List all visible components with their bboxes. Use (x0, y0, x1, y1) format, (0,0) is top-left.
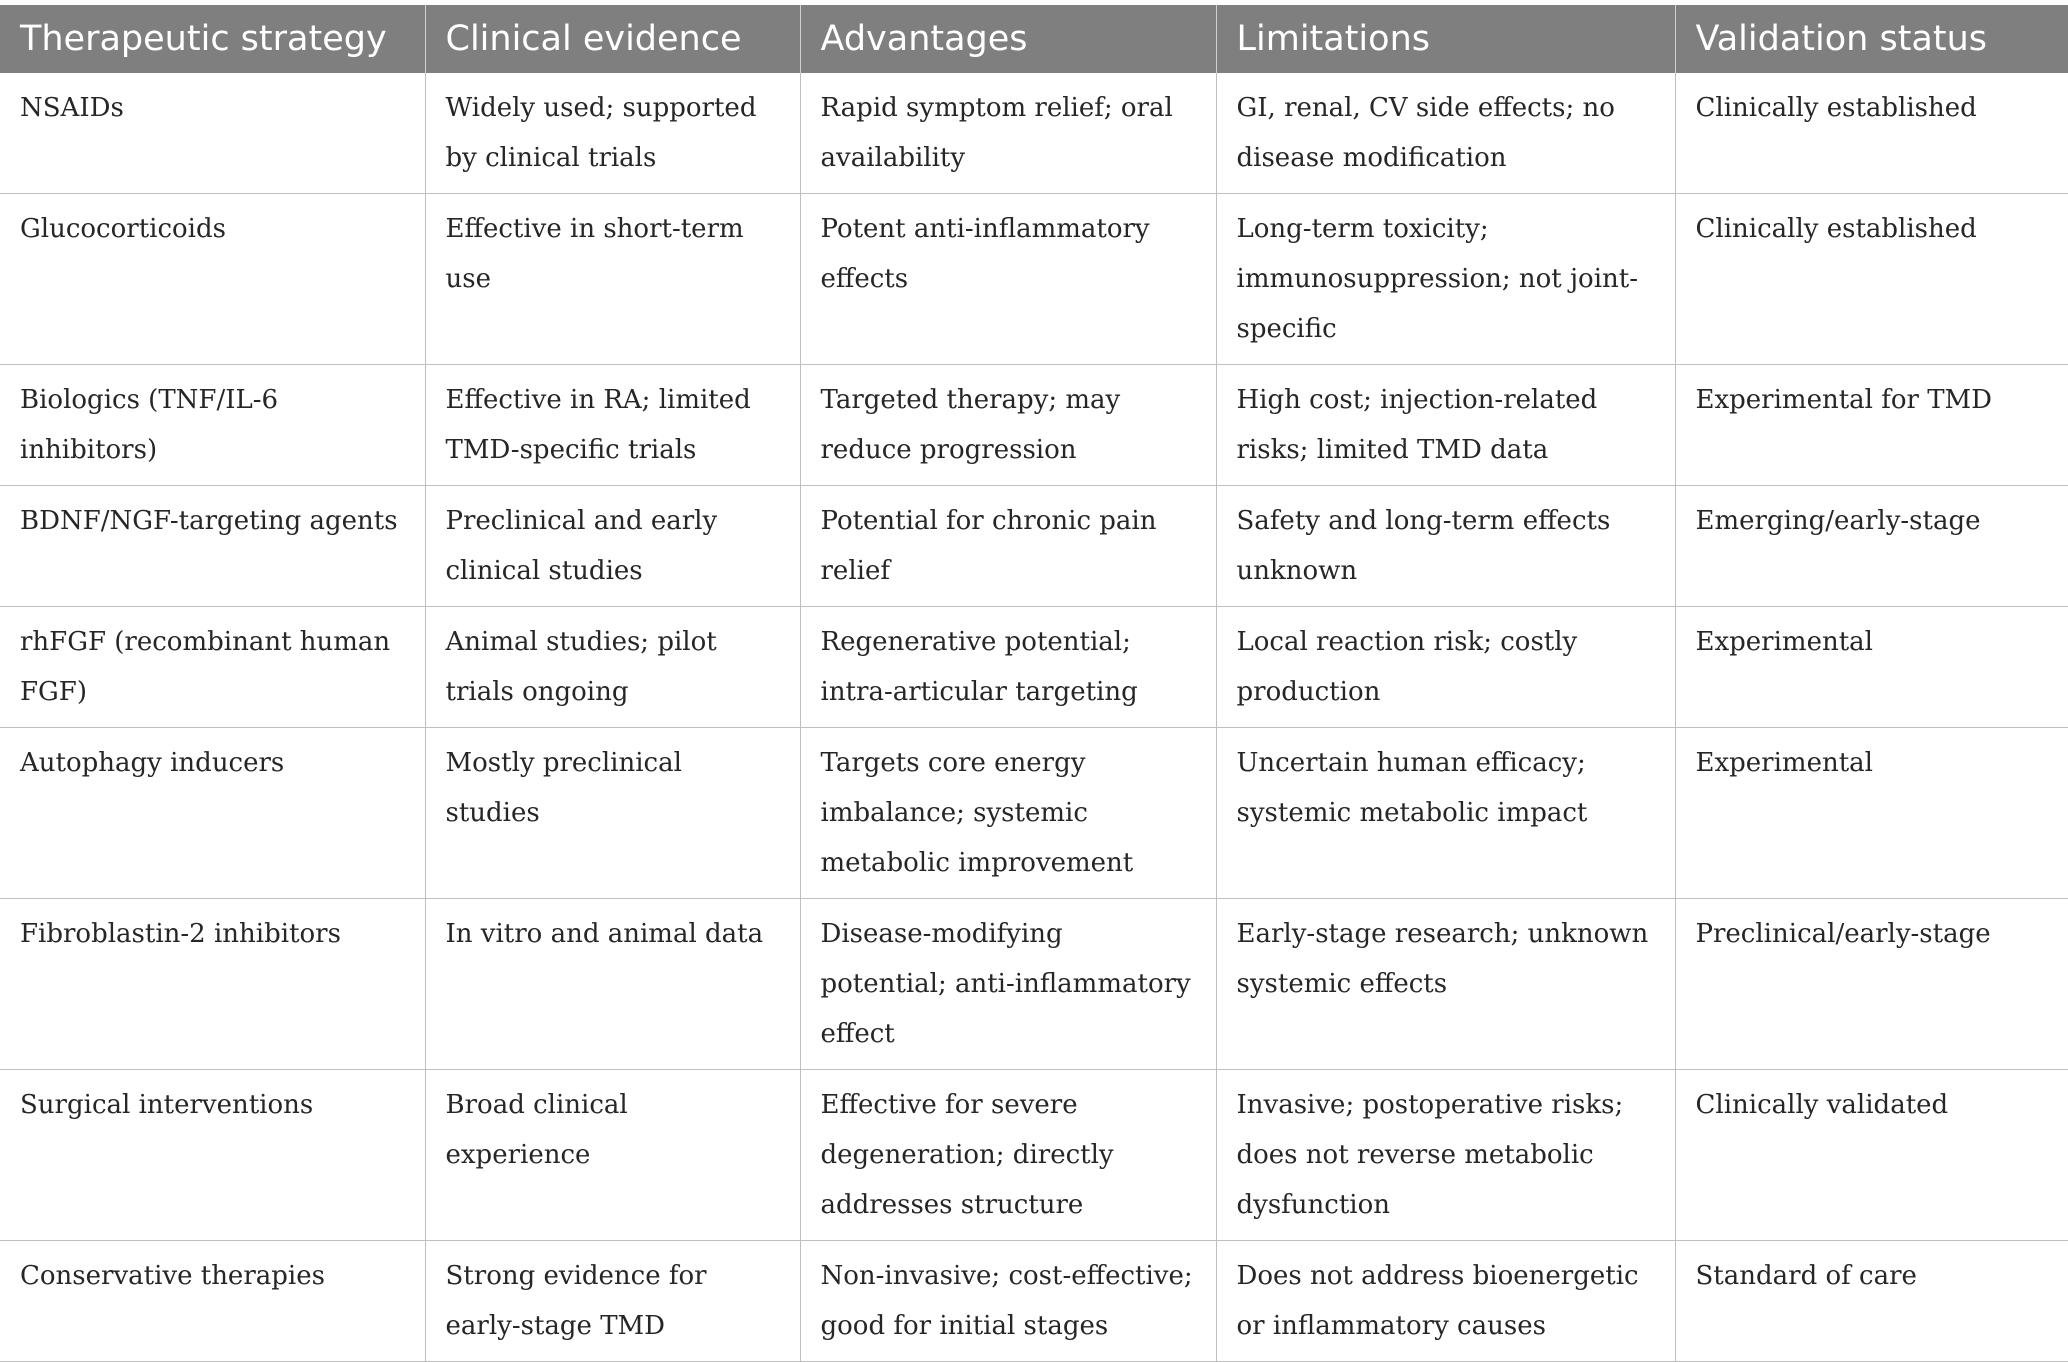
cell-limitations: Early-stage research; unknown systemic effects (1216, 899, 1675, 1070)
cell-evidence: Mostly preclinical studies (425, 728, 800, 899)
cell-strategy: Conservative therapies (0, 1241, 425, 1362)
cell-limitations: Local reaction risk; costly production (1216, 607, 1675, 728)
table-header (0, 5, 2068, 73)
cell-strategy: Biologics (TNF/IL-6 inhibitors) (0, 365, 425, 486)
cell-evidence: Widely used; supported by clinical trials (425, 73, 800, 194)
cell-limitations: Does not address bioenergetic or inflammatory causes (1216, 1241, 1675, 1362)
header-therapeutic-strategy: Therapeutic strategy (0, 5, 425, 73)
cell-advantages: Targets core energy imbalance; systemic metabolic improvement (800, 728, 1216, 899)
cell-evidence: Strong evidence for early-stage TMD (425, 1241, 800, 1362)
cell-advantages: Effective for severe degeneration; directly addresses structure (800, 1070, 1216, 1241)
cell-advantages: Regenerative potential; intra-articular targeting (800, 607, 1216, 728)
table-body (0, 73, 2068, 1362)
cell-advantages: Potential for chronic pain relief (800, 486, 1216, 607)
header-limitations: Limitations (1216, 5, 1675, 73)
cell-advantages: Potent anti-inflammatory effects (800, 194, 1216, 365)
header-validation-status: Validation status (1675, 5, 2068, 73)
therapeutic-strategies-table-container (0, 5, 2068, 1362)
table-row (0, 365, 2068, 486)
table-row (0, 73, 2068, 194)
cell-status: Experimental (1675, 728, 2068, 899)
cell-advantages: Disease-modifying potential; anti-inflammatory effect (800, 899, 1216, 1070)
header-row (0, 5, 2068, 73)
cell-advantages: Rapid symptom relief; oral availability (800, 73, 1216, 194)
table-row (0, 607, 2068, 728)
cell-strategy: BDNF/NGF-targeting agents (0, 486, 425, 607)
cell-evidence: Broad clinical experience (425, 1070, 800, 1241)
cell-limitations: GI, renal, CV side effects; no disease modification (1216, 73, 1675, 194)
cell-advantages: Non-invasive; cost-effective; good for initial stages (800, 1241, 1216, 1362)
cell-evidence: Effective in short-term use (425, 194, 800, 365)
cell-status: Emerging/early-stage (1675, 486, 2068, 607)
cell-strategy: Surgical interventions (0, 1070, 425, 1241)
cell-status: Clinically established (1675, 194, 2068, 365)
cell-evidence: Preclinical and early clinical studies (425, 486, 800, 607)
cell-limitations: Uncertain human efficacy; systemic metabolic impact (1216, 728, 1675, 899)
header-clinical-evidence: Clinical evidence (425, 5, 800, 73)
cell-status: Experimental for TMD (1675, 365, 2068, 486)
cell-status: Clinically validated (1675, 1070, 2068, 1241)
cell-strategy: NSAIDs (0, 73, 425, 194)
cell-strategy: rhFGF (recombinant human FGF) (0, 607, 425, 728)
table-row (0, 486, 2068, 607)
cell-evidence: In vitro and animal data (425, 899, 800, 1070)
cell-strategy: Autophagy inducers (0, 728, 425, 899)
cell-evidence: Effective in RA; limited TMD-specific trials (425, 365, 800, 486)
cell-status: Standard of care (1675, 1241, 2068, 1362)
cell-limitations: Long-term toxicity; immunosuppression; not joint-specific (1216, 194, 1675, 365)
cell-status: Clinically established (1675, 73, 2068, 194)
cell-evidence: Animal studies; pilot trials ongoing (425, 607, 800, 728)
cell-strategy: Glucocorticoids (0, 194, 425, 365)
table-row (0, 1070, 2068, 1241)
table-row (0, 899, 2068, 1070)
cell-status: Experimental (1675, 607, 2068, 728)
table-row (0, 728, 2068, 899)
cell-limitations: Invasive; postoperative risks; does not reverse metabolic dysfunction (1216, 1070, 1675, 1241)
cell-limitations: High cost; injection-related risks; limited TMD data (1216, 365, 1675, 486)
cell-advantages: Targeted therapy; may reduce progression (800, 365, 1216, 486)
header-advantages: Advantages (800, 5, 1216, 73)
cell-limitations: Safety and long-term effects unknown (1216, 486, 1675, 607)
therapeutic-strategies-table (0, 5, 2068, 1362)
cell-status: Preclinical/early-stage (1675, 899, 2068, 1070)
table-row (0, 194, 2068, 365)
table-row (0, 1241, 2068, 1362)
cell-strategy: Fibroblastin-2 inhibitors (0, 899, 425, 1070)
